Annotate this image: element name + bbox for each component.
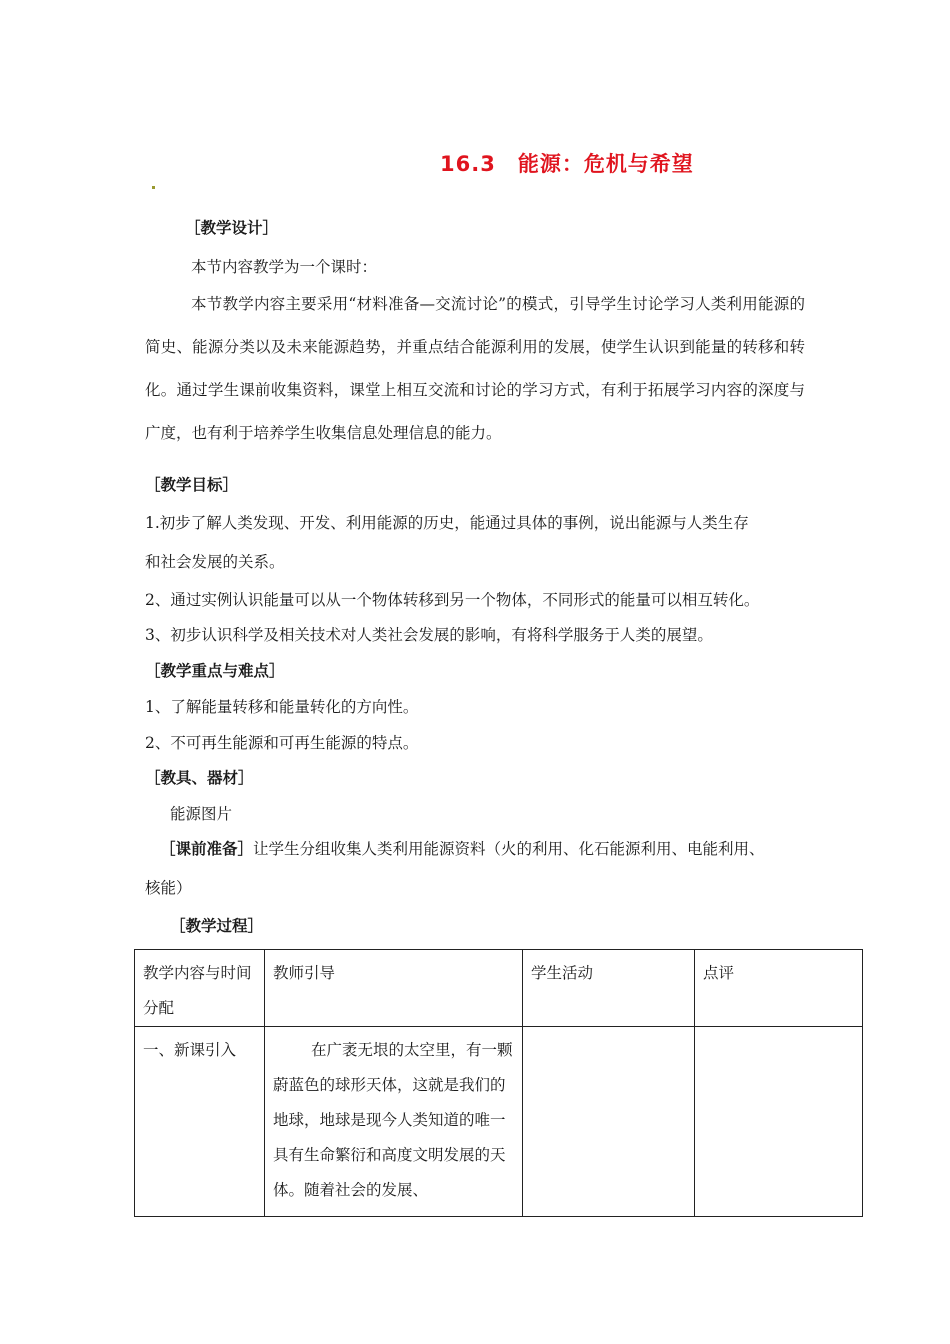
goal-item-2: 2、通过实例认识能量可以从一个物体转移到另一个物体，不同形式的能量可以相互转化。 [145,591,760,609]
col-header-comment: 点评 [695,950,863,1027]
prep-text: 让学生分组收集人类利用能源资料（火的利用、化石能源利用、电能利用、 [253,840,765,858]
page-title: 16.3 能源：危机与希望 [440,152,694,176]
teacher-cell: 在广袤无垠的太空里，有一颗蔚蓝色的球形天体，这就是我们的地球，地球是现今人类知道的唯一具有生命繁衍和高度文明发展的天体。随着社会的发展、 [265,1027,523,1217]
materials-text: 能源图片 [170,805,233,823]
section-cell: 一、新课引入 [135,1027,265,1217]
prep-line [160,837,765,859]
col-header-student: 学生活动 [523,950,695,1027]
prep-text-cont: 核能） [145,879,192,897]
goal-item-1-cont: 和社会发展的关系。 [145,553,285,571]
comment-cell [695,1027,863,1217]
keypoint-item-1: 1、了解能量转移和能量转化的方向性。 [145,698,419,716]
keypoint-item-2: 2、不可再生能源和可再生能源的特点。 [145,734,419,752]
table-header-row [135,950,863,1027]
design-paragraph: 本节教学内容主要采用“材料准备—交流讨论”的模式，引导学生讨论学习人类利用能源的简史、能源分类以及未来能源趋势，并重点结合能源利用的发展，使学生认识到能量的转移和转化。通过学生课前收集资料，课堂上相互交流和讨论的学习方式，有利于拓展学习内容的深度与广度，也有利于培养学生收集信息处理信息的能力。 [145,295,805,442]
stray-mark [152,186,155,189]
col-header-teacher: 教师引导 [265,950,523,1027]
process-table [134,949,863,1217]
keypoints-heading: ［教学重点与难点］ [145,662,285,680]
goal-item-3: 3、初步认识科学及相关技术对人类社会发展的影响，有将科学服务于人类的展望。 [145,626,713,644]
process-heading: ［教学过程］ [170,917,264,935]
prep-heading: ［课前准备］ [160,839,254,858]
design-heading: ［教学设计］ [185,219,279,237]
materials-heading: ［教具、器材］ [145,769,254,787]
goal-item-1: 1.初步了解人类发现、开发、利用能源的历史，能通过具体的事例，说出能源与人类生存 [145,514,749,532]
table-row [135,1027,863,1217]
goals-heading: ［教学目标］ [145,476,239,494]
design-line: 本节内容教学为一个课时： [191,258,378,276]
col-header-content: 教学内容与时间分配 [135,950,265,1027]
student-cell [523,1027,695,1217]
